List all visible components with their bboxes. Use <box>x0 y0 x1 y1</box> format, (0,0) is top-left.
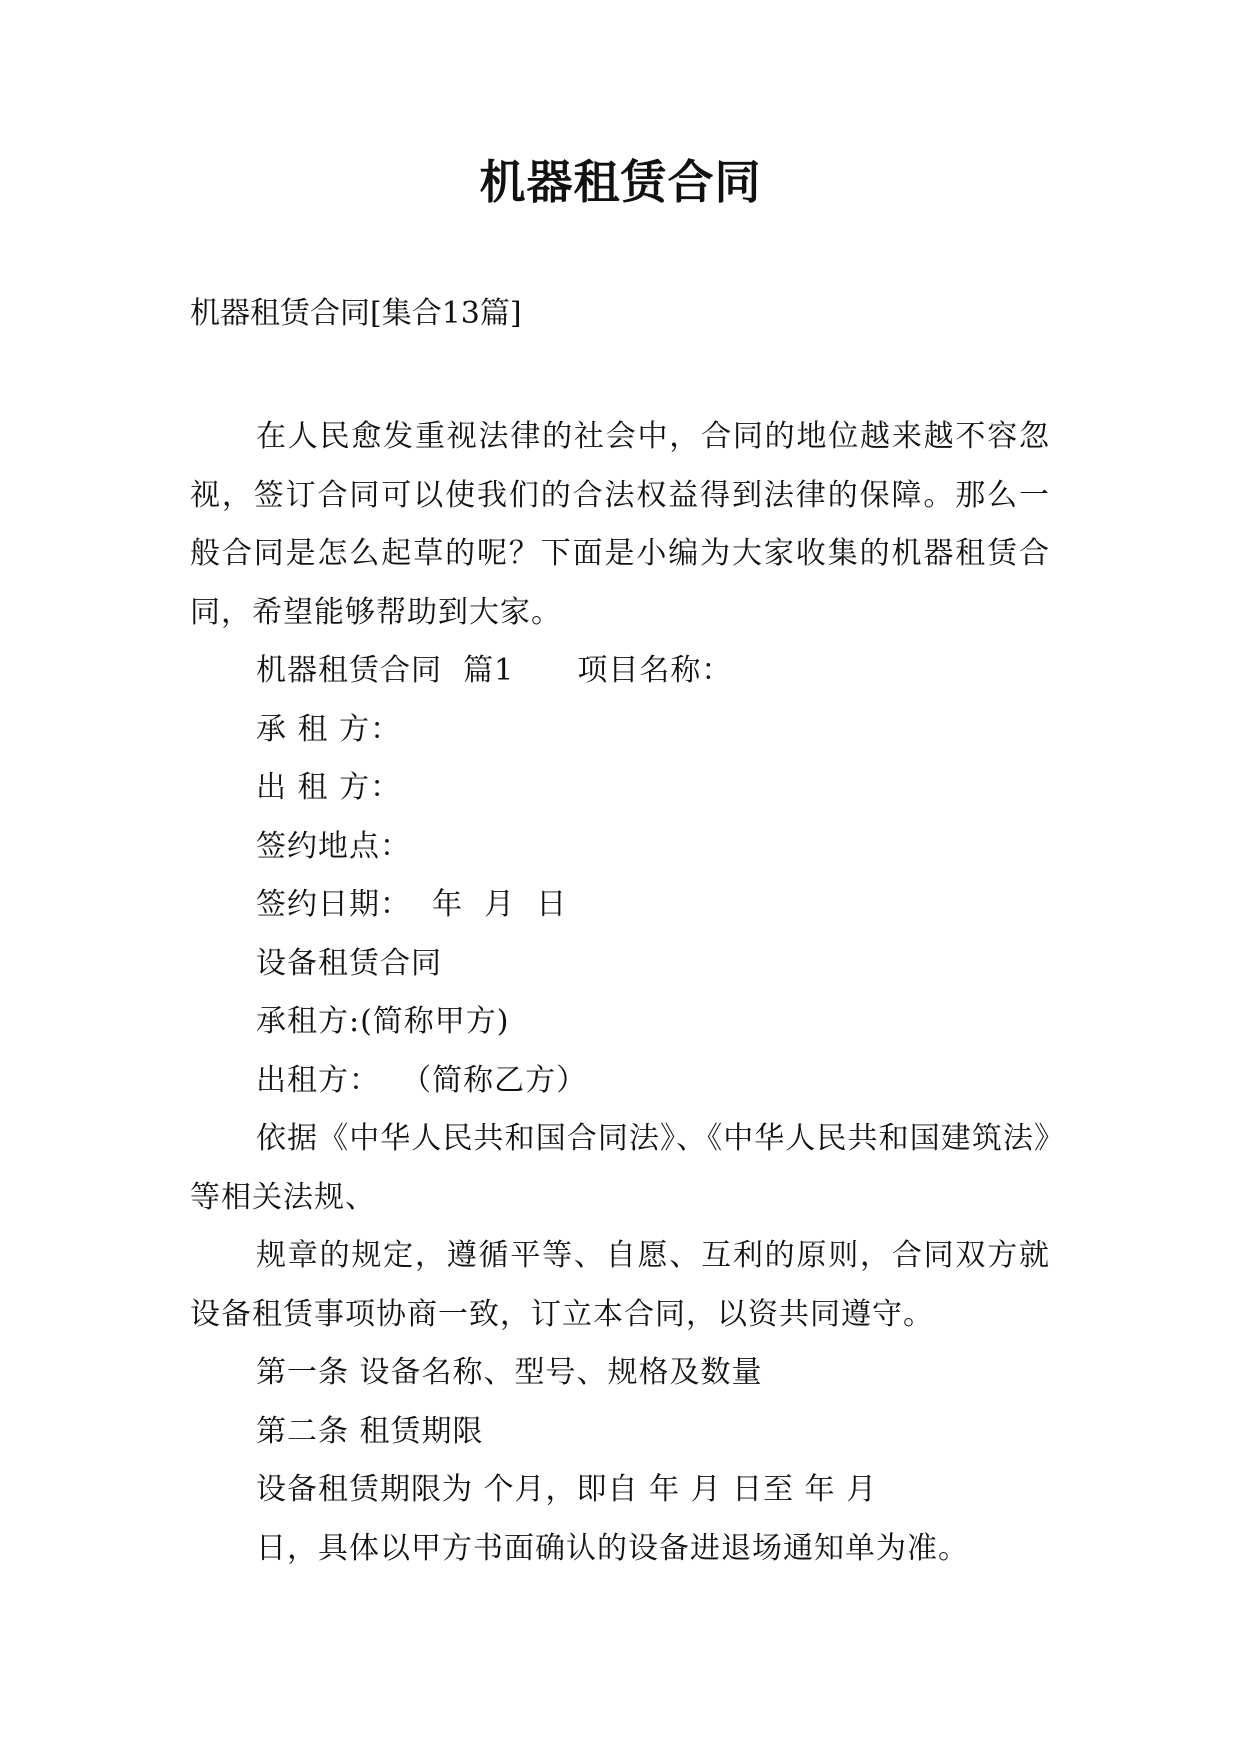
document-title: 机器租赁合同 <box>479 155 762 209</box>
sign-place-field: 签约地点： <box>256 828 411 864</box>
section-heading-line: 机器租赁合同 篇1 项目名称： <box>256 653 733 688</box>
contract-name-line: 设备租赁合同 <box>256 945 442 981</box>
party-a-field: 承租方:(简称甲方) <box>256 1004 510 1039</box>
sign-date-field: 签约日期： 年 月 日 <box>256 887 568 922</box>
article-1-heading: 第一条 设备名称、型号、规格及数量 <box>256 1355 763 1390</box>
party-b-field: 出租方： （简称乙方） <box>256 1062 588 1098</box>
article-2-heading: 第二条 租赁期限 <box>256 1413 484 1449</box>
principle-paragraph: 规章的规定，遵循平等、自愿、互利的原则，合同双方就 设备租赁事项协商一致，订立本合同，以资共同遵守。 <box>190 1238 1050 1332</box>
lessee-field: 承 租 方： <box>256 711 402 747</box>
legal-basis-paragraph: 依据《中华人民共和国合同法》、《中华人民共和国建筑法》等相关法规、 <box>190 1121 1050 1215</box>
lessor-field: 出 租 方： <box>256 770 402 805</box>
document-subtitle: 机器租赁合同[集合13篇] <box>190 296 522 331</box>
term-line-2: 日，具体以甲方书面确认的设备进退场通知单为准。 <box>256 1530 969 1566</box>
intro-paragraph: 在人民愈发重视法律的社会中，合同的地位越来越不容忽视，签订合同可以使我们的合法权益得到法律的保障。那么一般合同是怎么起草的呢？下面是小编为大家收集的机器租赁合同，希望能够帮助到大家。 <box>190 419 1050 630</box>
document-body <box>190 408 1050 1578</box>
term-line-1: 设备租赁期限为 个月，即自 年 月 日至 年 月 <box>256 1472 878 1507</box>
